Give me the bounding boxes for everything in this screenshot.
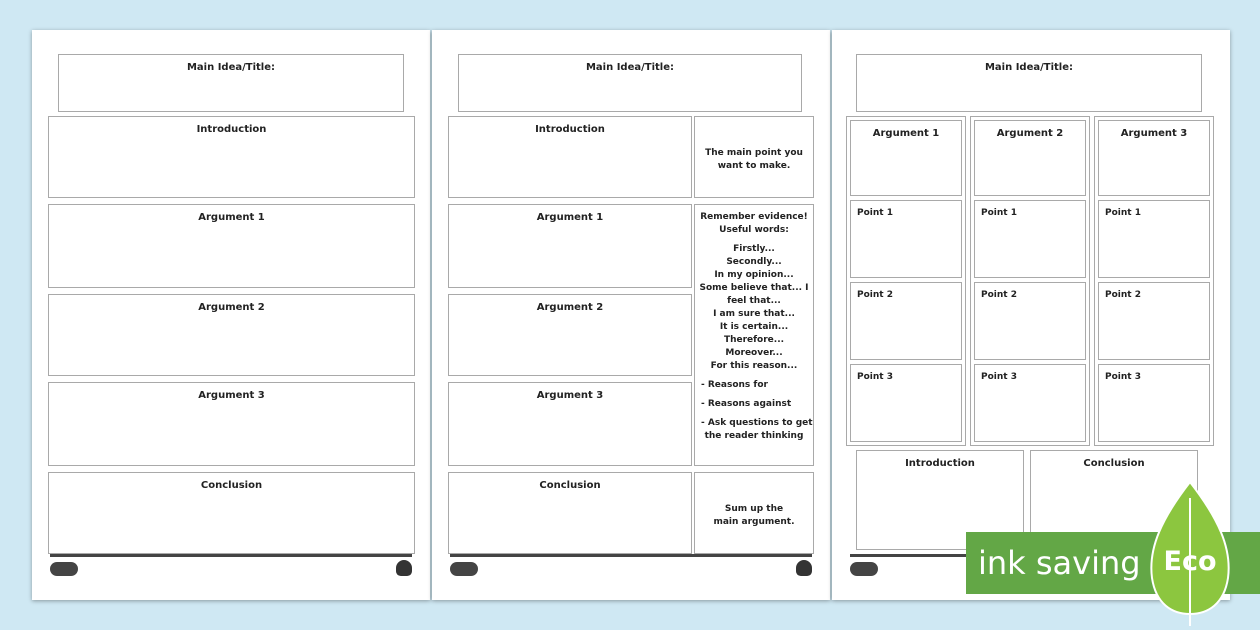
useful-word: Therefore... [723, 335, 785, 345]
point-box [1098, 282, 1210, 360]
bullet-item: - Reasons for [701, 380, 768, 390]
point-box [850, 200, 962, 278]
evidence-tips-box [694, 204, 814, 466]
conclusion-label: Conclusion [1083, 458, 1145, 469]
point-box [974, 282, 1086, 360]
point-box [974, 200, 1086, 278]
argument-3-box [448, 382, 692, 466]
point-box [974, 364, 1086, 442]
main-idea-box [58, 54, 404, 112]
useful-word: Moreover... [725, 348, 783, 358]
useful-words-heading: Useful words: [719, 225, 789, 235]
argument-2-box [974, 120, 1086, 196]
introduction-label: Introduction [535, 124, 605, 135]
argument-1-box [850, 120, 962, 196]
point-box [1098, 364, 1210, 442]
argument-3-label: Argument 3 [536, 390, 604, 401]
bullet-item: the reader thinking [704, 431, 804, 441]
argument-3-box [1098, 120, 1210, 196]
conclusion-label: Conclusion [539, 480, 601, 491]
worksheet-page-1 [32, 30, 430, 600]
eco-leaf-icon [1148, 478, 1232, 628]
main-idea-label: Main Idea/Title: [984, 62, 1074, 73]
argument-1-label: Argument 1 [198, 212, 265, 223]
point-3-label: Point 3 [981, 372, 1017, 382]
argument-2-label: Argument 2 [996, 128, 1064, 139]
conclusion-box [448, 472, 692, 554]
crest-icon [796, 560, 812, 576]
argument-1-box [48, 204, 415, 288]
argument-1-label: Argument 1 [872, 128, 940, 139]
footer-line [450, 554, 812, 557]
eco-label: Eco [1163, 546, 1217, 577]
argument-3-label: Argument 3 [198, 390, 265, 401]
main-idea-label: Main Idea/Title: [585, 62, 675, 73]
main-idea-box [458, 54, 802, 112]
introduction-label: Introduction [905, 458, 975, 469]
point-2-label: Point 2 [981, 290, 1017, 300]
useful-word: Firstly... [733, 244, 775, 254]
conclusion-tip-line: main argument. [713, 517, 795, 527]
evidence-heading: Remember evidence! [700, 212, 808, 222]
useful-word: Some believe that... I [699, 283, 809, 293]
point-2-label: Point 2 [1105, 290, 1141, 300]
argument-2-label: Argument 2 [536, 302, 604, 313]
argument-1-box [448, 204, 692, 288]
point-3-label: Point 3 [1105, 372, 1141, 382]
argument-1-label: Argument 1 [536, 212, 604, 223]
conclusion-tip-box [694, 472, 814, 554]
point-2-label: Point 2 [857, 290, 893, 300]
point-1-label: Point 1 [857, 208, 893, 218]
worksheet-page-2 [432, 30, 830, 600]
logo-icon [450, 562, 478, 576]
conclusion-box [48, 472, 415, 554]
logo-icon [850, 562, 878, 576]
useful-word: In my opinion... [714, 270, 794, 280]
argument-3-box [48, 382, 415, 466]
useful-word: For this reason... [710, 361, 798, 371]
bullet-item: - Reasons against [701, 399, 792, 409]
point-1-label: Point 1 [1105, 208, 1141, 218]
intro-tip-box [694, 116, 814, 198]
crest-icon [396, 560, 412, 576]
footer-line [50, 554, 412, 557]
introduction-box [48, 116, 415, 198]
introduction-box [448, 116, 692, 198]
argument-2-box [48, 294, 415, 376]
main-idea-box [856, 54, 1202, 112]
useful-word: I am sure that... [713, 309, 795, 319]
argument-2-label: Argument 2 [198, 302, 265, 313]
argument-2-box [448, 294, 692, 376]
useful-word: It is certain... [719, 322, 789, 332]
conclusion-label: Conclusion [200, 480, 263, 491]
point-box [850, 364, 962, 442]
introduction-label: Introduction [196, 124, 267, 135]
conclusion-tip-line: Sum up the [724, 504, 784, 514]
argument-3-label: Argument 3 [1120, 128, 1188, 139]
point-box [1098, 200, 1210, 278]
bullet-item: - Ask questions to get [701, 418, 813, 428]
ink-saving-text: ink saving [978, 544, 1141, 582]
intro-tip-line: The main point you [705, 148, 803, 158]
intro-tip-line: want to make. [717, 161, 791, 171]
point-box [850, 282, 962, 360]
logo-icon [50, 562, 78, 576]
point-1-label: Point 1 [981, 208, 1017, 218]
point-3-label: Point 3 [857, 372, 893, 382]
useful-word: Secondly... [726, 257, 782, 267]
main-idea-label: Main Idea/Title: [186, 62, 276, 73]
useful-word: feel that... [727, 296, 781, 306]
